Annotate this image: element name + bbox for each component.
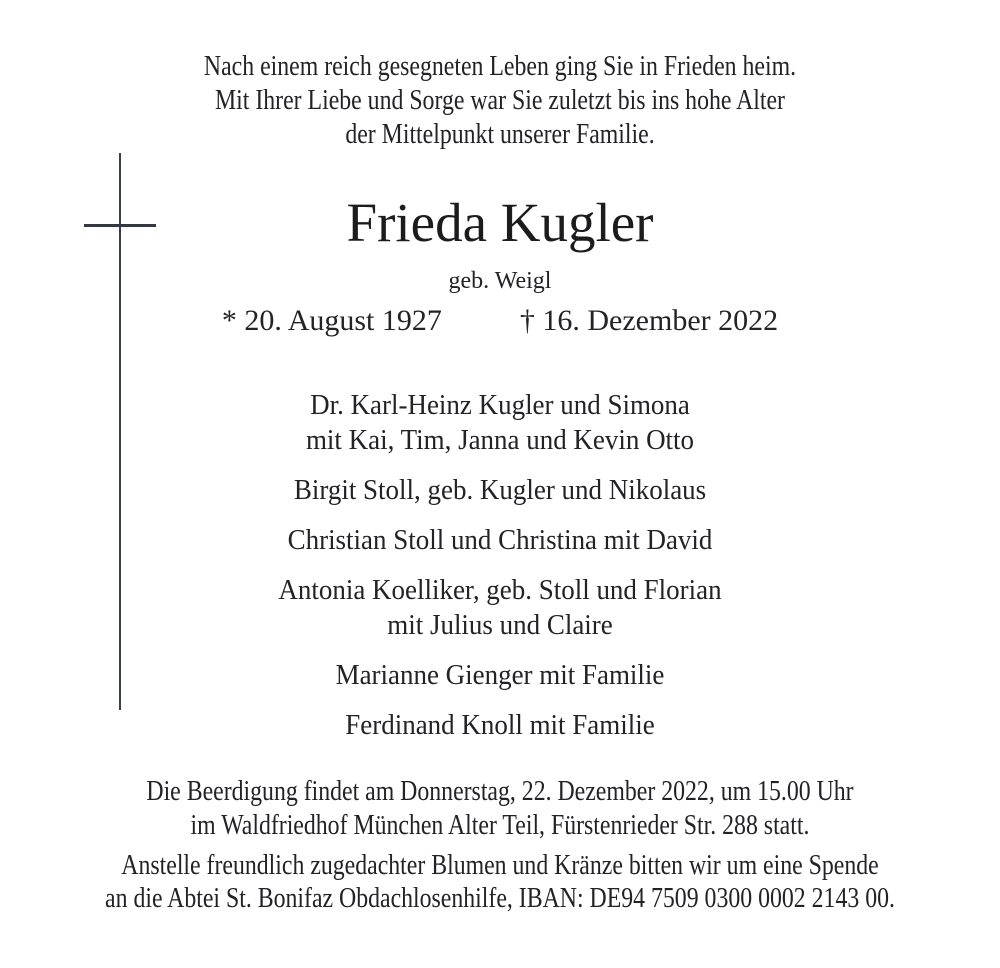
mourner-line: Christian Stoll und Christina mit David xyxy=(287,524,713,556)
mourner-line: Ferdinand Knoll mit Familie xyxy=(345,709,655,741)
intro-verse-line: der Mittelpunkt unserer Familie. xyxy=(345,119,655,150)
intro-verse xyxy=(0,50,1000,152)
maiden-name: geb. Weigl xyxy=(448,268,552,294)
donation-info-line: Anstelle freundlich zugedachter Blumen und Kränze bitten wir um eine Spende xyxy=(121,850,879,881)
funeral-info-line: Die Beerdigung findet am Donnerstag, 22. Dezember 2022, um 15.00 Uhr xyxy=(146,776,854,807)
mourner-line: mit Kai, Tim, Janna und Kevin Otto xyxy=(305,424,695,456)
birth-date: * 20. August 1927 xyxy=(221,304,442,337)
mourners-list xyxy=(0,388,1000,758)
mourner-entry xyxy=(0,658,1000,693)
mourner-line: Birgit Stoll, geb. Kugler und Nikolaus xyxy=(293,474,707,506)
mourner-entry xyxy=(0,523,1000,558)
funeral-info-line: im Waldfriedhof München Alter Teil, Fürstenrieder Str. 288 statt. xyxy=(190,810,810,841)
mourner-line: mit Julius und Claire xyxy=(387,609,613,641)
death-date: † 16. Dezember 2022 xyxy=(519,304,779,337)
mourner-line: Marianne Gienger mit Familie xyxy=(335,659,665,691)
funeral-info xyxy=(0,775,1000,843)
life-dates xyxy=(0,303,1000,339)
donation-info xyxy=(0,849,1000,915)
intro-verse-line: Mit Ihrer Liebe und Sorge war Sie zuletzt bis ins hohe Alter xyxy=(215,85,785,116)
mourner-entry xyxy=(0,573,1000,643)
mourner-entry xyxy=(0,708,1000,743)
mourner-entry xyxy=(0,388,1000,458)
mourner-line: Dr. Karl-Heinz Kugler und Simona xyxy=(310,389,690,421)
deceased-name: Frieda Kugler xyxy=(346,192,654,253)
mourner-entry xyxy=(0,473,1000,508)
intro-verse-line: Nach einem reich gesegneten Leben ging Sie in Frieden heim. xyxy=(203,51,797,82)
donation-info-line: an die Abtei St. Bonifaz Obdachlosenhilfe, IBAN: DE94 7509 0300 0002 2143 00. xyxy=(105,883,895,914)
mourner-line: Antonia Koelliker, geb. Stoll und Florian xyxy=(278,574,722,606)
